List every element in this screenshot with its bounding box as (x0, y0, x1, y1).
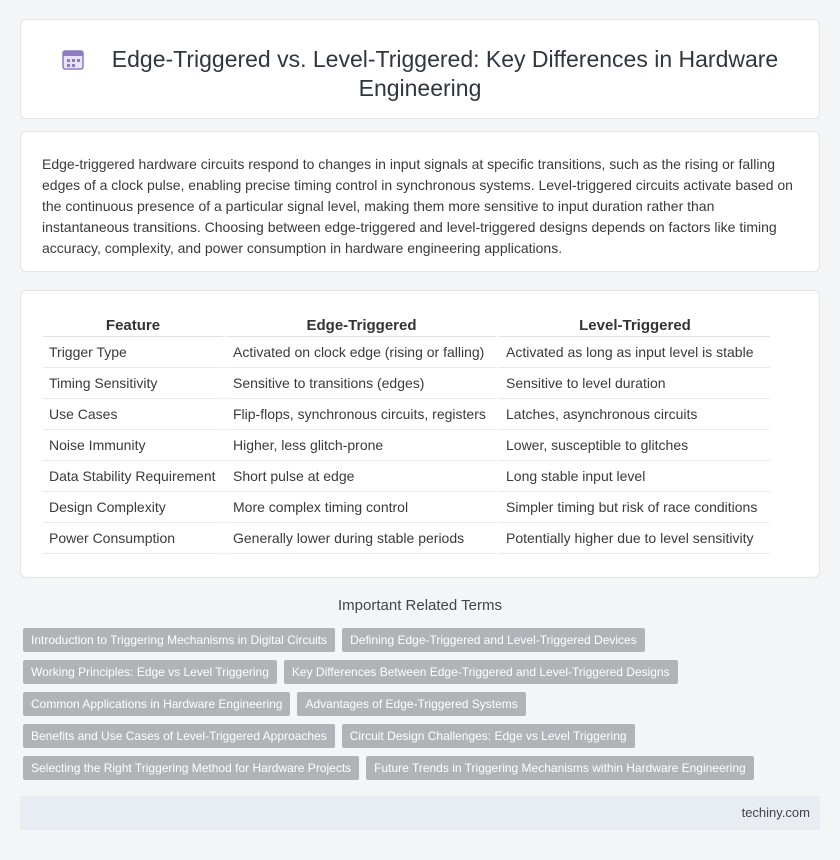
cell-level: Activated as long as input level is stable (496, 337, 770, 368)
related-term-tag[interactable]: Circuit Design Challenges: Edge vs Level Triggering (342, 724, 635, 748)
cell-feature: Design Complexity (43, 492, 223, 523)
cell-level: Latches, asynchronous circuits (496, 399, 770, 430)
cell-feature: Data Stability Requirement (43, 461, 223, 492)
cell-level: Simpler timing but risk of race conditions (496, 492, 770, 523)
cell-level: Lower, susceptible to glitches (496, 430, 770, 461)
header-feature: Feature (43, 315, 223, 337)
related-term-tag[interactable]: Future Trends in Triggering Mechanisms within Hardware Engineering (366, 756, 754, 780)
footer-site-name: techiny.com (741, 805, 810, 820)
tag-row (23, 692, 823, 716)
related-terms-tags (23, 628, 823, 788)
table-row (43, 368, 770, 399)
related-term-tag[interactable]: Working Principles: Edge vs Level Triggering (23, 660, 277, 684)
cell-feature: Noise Immunity (43, 430, 223, 461)
page-title (21, 45, 819, 103)
tag-row (23, 628, 823, 652)
tag-row (23, 756, 823, 780)
table-row (43, 430, 770, 461)
related-terms-title: Important Related Terms (338, 597, 502, 614)
cell-edge: Activated on clock edge (rising or falling) (223, 337, 496, 368)
cell-edge: Short pulse at edge (223, 461, 496, 492)
intro-paragraph: Edge-triggered hardware circuits respond to changes in input signals at specific transitions, such as the rising or falling edges of a clock pulse, enabling precise timing control in synchronous systems. Level-triggered circuits activate based on the continuous presence of a particular signal level, making them more sensitive to input duration rather than instantaneous transitions. Choosing between edge-triggered and level-triggered designs depends on factors like timing accuracy, complexity, and power consumption in hardware engineering applications. (42, 156, 793, 256)
table-row (43, 492, 770, 523)
table-row (43, 399, 770, 430)
table-row (43, 337, 770, 368)
cell-feature: Timing Sensitivity (43, 368, 223, 399)
table-header-row (43, 315, 770, 337)
cell-feature: Power Consumption (43, 523, 223, 554)
title-card (20, 19, 820, 119)
comparison-card (20, 290, 820, 578)
calendar-icon (62, 48, 84, 70)
cell-edge: More complex timing control (223, 492, 496, 523)
intro-card (20, 131, 820, 272)
related-term-tag[interactable]: Defining Edge-Triggered and Level-Triggered Devices (342, 628, 645, 652)
header-edge-triggered: Edge-Triggered (223, 315, 496, 337)
cell-level: Sensitive to level duration (496, 368, 770, 399)
header-level-triggered: Level-Triggered (496, 315, 770, 337)
cell-level: Long stable input level (496, 461, 770, 492)
table-row (43, 523, 770, 554)
tag-row (23, 660, 823, 684)
cell-feature: Trigger Type (43, 337, 223, 368)
table-row (43, 461, 770, 492)
footer (20, 796, 820, 830)
related-term-tag[interactable]: Advantages of Edge-Triggered Systems (297, 692, 525, 716)
related-term-tag[interactable]: Introduction to Triggering Mechanisms in Digital Circuits (23, 628, 335, 652)
related-term-tag[interactable]: Benefits and Use Cases of Level-Triggered Approaches (23, 724, 335, 748)
cell-edge: Sensitive to transitions (edges) (223, 368, 496, 399)
page-title-text: Edge-Triggered vs. Level-Triggered: Key Differences in Hardware Engineering (111, 46, 779, 101)
comparison-table (43, 315, 770, 554)
cell-edge: Generally lower during stable periods (223, 523, 496, 554)
tag-row (23, 724, 823, 748)
title-wrap (21, 45, 819, 103)
related-term-tag[interactable]: Selecting the Right Triggering Method for Hardware Projects (23, 756, 359, 780)
related-term-tag[interactable]: Key Differences Between Edge-Triggered and Level-Triggered Designs (284, 660, 678, 684)
cell-feature: Use Cases (43, 399, 223, 430)
related-term-tag[interactable]: Common Applications in Hardware Engineering (23, 692, 290, 716)
cell-edge: Flip-flops, synchronous circuits, registers (223, 399, 496, 430)
cell-edge: Higher, less glitch-prone (223, 430, 496, 461)
cell-level: Potentially higher due to level sensitivity (496, 523, 770, 554)
